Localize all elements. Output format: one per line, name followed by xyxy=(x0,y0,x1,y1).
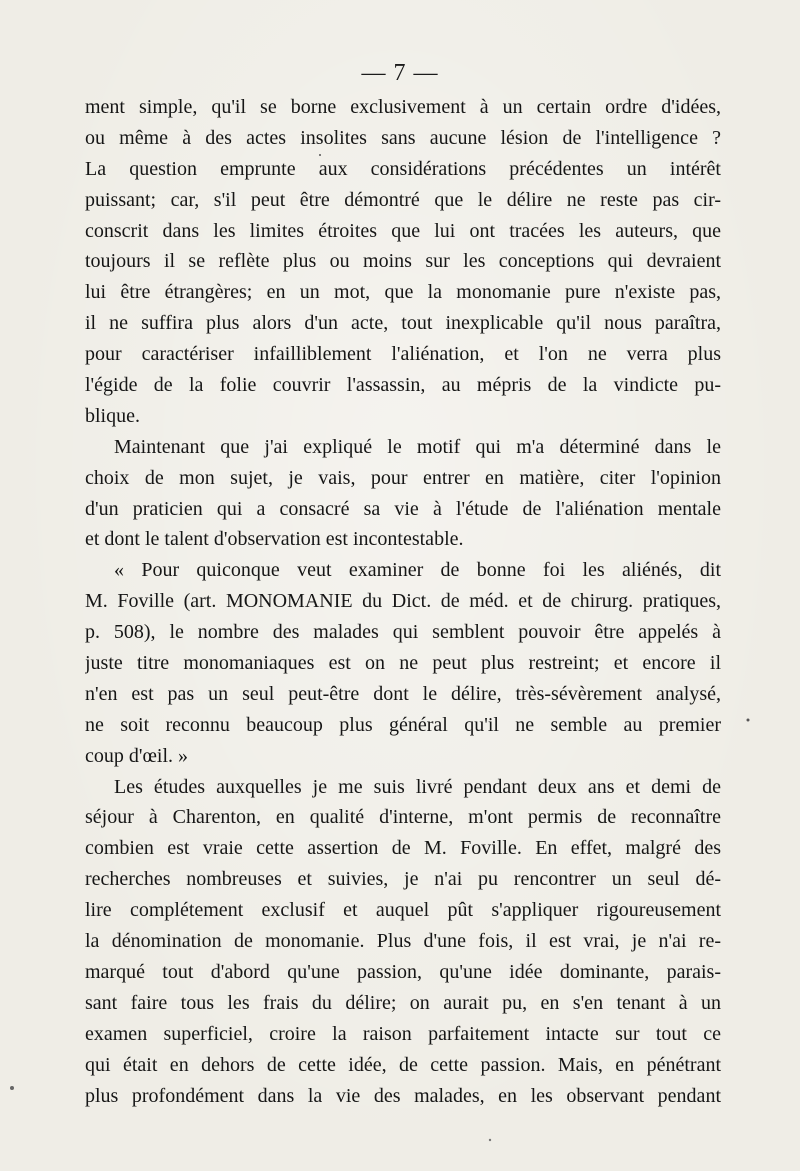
text-line: lui être étrangères; en un mot, que la monomanie pure n'existe pas, xyxy=(85,281,721,304)
text-line: séjour à Charenton, en qualité d'interne, m'ont permis de reconnaître xyxy=(85,806,721,829)
text-line: Les études auxquelles je me suis livré pendant deux ans et demi de xyxy=(114,775,721,798)
text-line: ment simple, qu'il se borne exclusivement à un certain ordre d'idées, xyxy=(85,96,721,118)
text-line: ne soit reconnu beaucoup plus général qu'il ne semble au premier xyxy=(85,713,721,736)
text-line: ou même à des actes insolites sans aucune lésion de l'intelligence ? xyxy=(85,126,721,149)
text-line: recherches nombreuses et suivies, je n'ai pu rencontrer un seul dé- xyxy=(85,868,721,891)
text-line: p. 508), le nombre des malades qui semblent pouvoir être appelés à xyxy=(85,621,721,644)
text-line: Maintenant que j'ai expliqué le motif qui m'a déterminé dans le xyxy=(114,435,721,458)
text-line: il ne suffira plus alors d'un acte, tout inexplicable qu'il nous paraîtra, xyxy=(85,312,721,335)
text-line: n'en est pas un seul peut-être dont le délire, très-sévèrement analysé, xyxy=(85,682,721,705)
text-line: la dénomination de monomanie. Plus d'une fois, il est vrai, je n'ai re- xyxy=(85,930,721,953)
text-line: conscrit dans les limites étroites que lui ont tracées les auteurs, que xyxy=(85,219,721,242)
text-line: M. Foville (art. MONOMANIE du Dict. de méd. et de chirurg. pratiques, xyxy=(85,590,721,613)
text-line: plus profondément dans la vie des malades, en les observant pendant xyxy=(85,1084,721,1107)
text-line: pour caractériser infailliblement l'aliénation, et l'on ne verra plus xyxy=(85,343,721,366)
text-line: choix de mon sujet, je vais, pour entrer en matière, citer l'opinion xyxy=(85,466,721,489)
speck xyxy=(747,719,750,722)
speck xyxy=(10,1086,14,1090)
text-line: La question emprunte aux considérations précédentes un intérêt xyxy=(85,157,721,180)
text-line: combien est vraie cette assertion de M. Foville. En effet, malgré des xyxy=(85,837,721,860)
text-line: d'un praticien qui a consacré sa vie à l'étude de l'aliénation mentale xyxy=(85,497,721,520)
text-line: blique. xyxy=(85,404,140,427)
text-line: marqué tout d'abord qu'une passion, qu'une idée dominante, parais- xyxy=(85,960,721,983)
text-line: examen superficiel, croire la raison parfaitement intacte sur tout ce xyxy=(85,1022,721,1045)
text-line: lire complétement exclusif et auquel pût s'appliquer rigoureusement xyxy=(85,899,721,922)
text-line: l'égide de la folie couvrir l'assassin, au mépris de la vindicte pu- xyxy=(85,374,721,397)
page-number: — 7 — xyxy=(361,60,439,86)
text-line: toujours il se reflète plus ou moins sur les conceptions qui devraient xyxy=(85,250,721,273)
text-line: et dont le talent d'observation est incontestable. xyxy=(85,528,464,551)
body-text xyxy=(85,92,721,1111)
text-line: « Pour quiconque veut examiner de bonne foi les aliénés, dit xyxy=(114,559,721,582)
text-line: qui était en dehors de cette idée, de cette passion. Mais, en pénétrant xyxy=(85,1053,721,1076)
text-line: sant faire tous les frais du délire; on aurait pu, en s'en tenant à un xyxy=(85,991,721,1014)
speck xyxy=(489,1139,491,1141)
text-line: coup d'œil. » xyxy=(85,744,189,767)
text-line: puissant; car, s'il peut être démontré que le délire ne reste pas cir- xyxy=(85,188,721,211)
text-line: juste titre monomaniaques est on ne peut plus restreint; et encore il xyxy=(85,652,721,675)
